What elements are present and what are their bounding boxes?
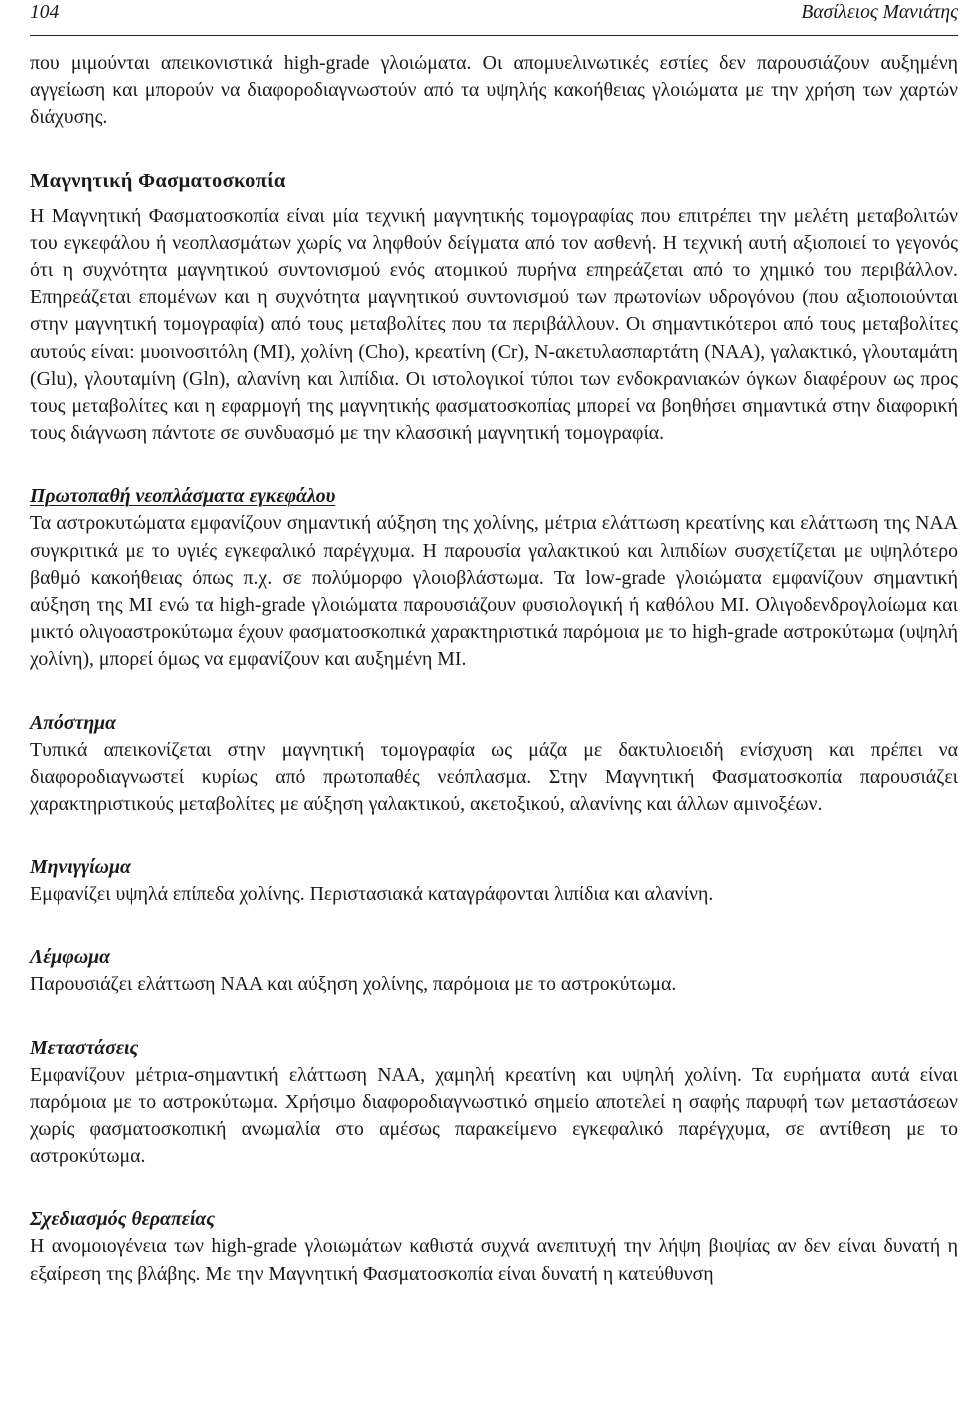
section-title-primary-neoplasms: Πρωτοπαθή νεοπλάσματα εγκεφάλου — [30, 485, 336, 508]
running-header — [30, 0, 958, 32]
running-header-author: Βασίλειος Μανιάτης — [801, 2, 958, 23]
document-page — [30, 0, 958, 1285]
section-title-meningioma: Μηνιγγίωμα — [30, 856, 131, 879]
page-content — [30, 50, 958, 1288]
section-title-treatment-planning: Σχεδιασμός θεραπείας — [30, 1208, 216, 1231]
section-body-metastases: Εμφανίζουν μέτρια-σημαντική ελάττωση NAA, χαμηλή κρεατίνη και υψηλή χολίνη. Τα ευρήματα αυτά είναι παρόμοια με το αστροκύτωμα. Χρήσιμο διαφοροδιαγνωστικό σημείο αποτελεί η σαφής παρυφή των μεταστάσεων χωρίς φασματοσκοπική ανωμαλία στο αμέσως παρακείμενο εγκεφαλικό παρέγχυμα, σε αντίθεση με το αστροκύτωμα. — [30, 1063, 958, 1168]
header-rule — [30, 35, 958, 36]
intro-paragraph: που μιμούνται απεικονιστικά high-grade γλοιώματα. Οι απομυελινωτικές εστίες δεν παρουσιάζουν αυξημένη αγγείωση και μπορούν να διαφοροδιαγνωστούν από τα υψηλής κακοήθειας γλοιώματα με την χρήση των χαρτών διάχυσης. — [30, 52, 958, 129]
section-title-lymphoma: Λέμφωμα — [30, 946, 111, 969]
section-title-abscess: Απόστημα — [30, 711, 117, 734]
section-body-abscess: Τυπικά απεικονίζεται στην μαγνητική τομογραφία ως μάζα με δακτυλιοειδή ενίσχυση και πρέπει να διαφοροδιαγνωστεί κυρίως από πρωτοπαθές νεόπλασμα. Στην Μαγνητική Φασματοσκοπία παρουσιάζει χαρακτηριστικούς μεταβολίτες με αύξηση γαλακτικού, ακετοξικού, αλανίνης και άλλων αμινοξέων. — [30, 738, 958, 816]
section-body-mrs: Η Μαγνητική Φασματοσκοπία είναι μία τεχνική μαγνητικής τομογραφίας που επιτρέπει την μελέτη μεταβολιτών του εγκεφάλου ή νεοπλασμάτων χωρίς να ληφθούν δείγματα από τον ασθενή. Η τεχνική αυτή αξιοποιεί το γεγονός ότι η συχνότητα μαγνητικού συντονισμού ενός ατομικού πυρήνα επηρεάζεται από το χημικό του περιβάλλον. Επηρεάζεται επομένων και η συχνότητα μαγνητικού συντονισμού των πρωτονίων υδρογόνου (που αξιοποιούνται στην μαγνητική τομογραφία) από τους μεταβολίτες που τα περιβάλλουν. Οι σημαντικότεροι από τους μεταβολίτες αυτούς είναι: μυοινοσιτόλη (MI), χολίνη (Cho), κρεατίνη (Cr), N-ακετυλασπαρτάτη (NAA), γαλακτικό, γλουταμάτη (Glu), γλουταμίνη (Gln), αλανίνη και λιπίδια. Οι ιστολογικοί τύποι των ενδοκρανιακών όγκων διαφέρουν ως προς τους μεταβολίτες και η εφαρμογή της μαγνητικής φασματοσκοπίας μπορεί να βοηθήσει σημαντικά στην διαφορική τους διάγνωση πάντοτε σε συνδυασμό με την κλασσική μαγνητική τομογραφία. — [30, 204, 958, 445]
section-body-primary-neoplasms: Τα αστροκυτώματα εμφανίζουν σημαντική αύξηση της χολίνης, μέτρια ελάττωση κρεατίνης και ελάττωση της NAA συγκριτικά με το υγιές εγκεφαλικό παρέγχυμα. Η παρουσία γαλακτικού και λιπιδίων συσχετίζεται με υψηλότερο βαθμό κακοήθειας όπως π.χ. σε πολύμορφο γλοιοβλάστωμα. Τα low-grade γλοιώματα εμφανίζουν σημαντική αύξηση της MI ενώ τα high-grade γλοιώματα παρουσιάζουν φυσιολογική ή καθόλου MI. Ολιγοδενδρογλοίωμα και μικτό ολιγοαστροκύτωμα έχουν φασματοσκοπικά χαρακτηριστικά παρόμοια με το high-grade αστροκύτωμα (υψηλή χολίνη), μπορεί όμως να εμφανίζουν και αυξημένη MI. — [30, 512, 958, 671]
section-body-lymphoma: Παρουσιάζει ελάττωση NAA και αύξηση χολίνης, παρόμοια με το αστροκύτωμα. — [30, 973, 677, 996]
page-number: 104 — [30, 2, 60, 23]
section-body-treatment-planning: Η ανομοιογένεια των high-grade γλοιωμάτων καθιστά συχνά ανεπιτυχή την λήψη βιοψίας αν δεν είναι δυνατή η εξαίρεση της βλάβης. Με την Μαγνητική Φασματοσκοπία είναι δυνατή η κατεύθυνση — [30, 1235, 958, 1285]
section-body-meningioma: Εμφανίζει υψηλά επίπεδα χολίνης. Περιστασιακά καταγράφονται λιπίδια και αλανίνη. — [30, 883, 714, 906]
section-title-metastases: Μεταστάσεις — [30, 1036, 139, 1059]
section-title-mrs: Μαγνητική Φασματοσκοπία — [30, 169, 286, 192]
